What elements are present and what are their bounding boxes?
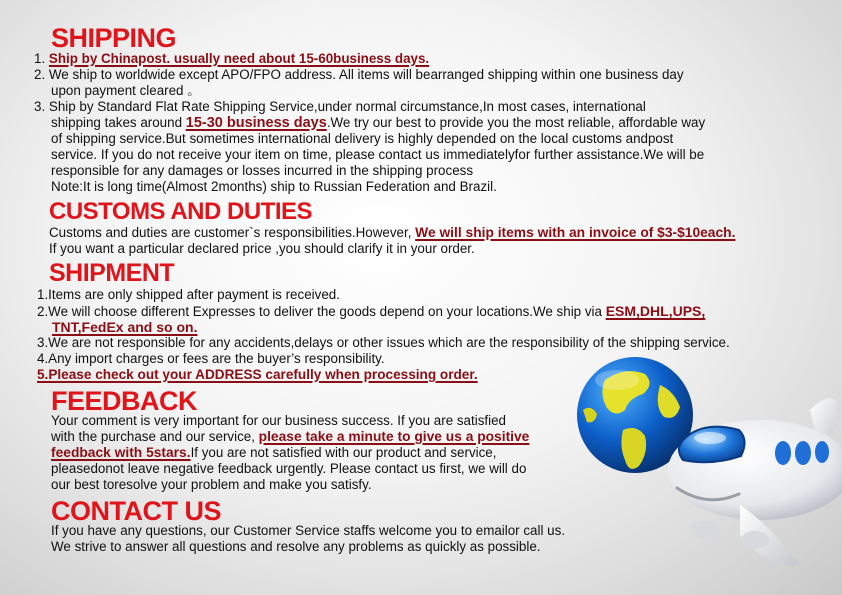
shipment-item-2 (37, 303, 705, 320)
customs-heading: CUSTOMS AND DUTIES (49, 198, 313, 225)
globe-airplane-illustration (565, 340, 842, 595)
shipment-item-4: 4.Any import charges or fees are the buyer’s responsibility. (37, 351, 385, 366)
text-line: We strive to answer all questions and resolve any problems as quickly as possible. (51, 539, 541, 554)
highlight-text: ESM,DHL,UPS, (605, 303, 706, 319)
list-number: 1. (34, 51, 46, 66)
airplane-icon (668, 398, 842, 565)
shipment-item-1: 1.Items are only shipped after payment is received. (37, 287, 340, 302)
list-number: 2. (34, 67, 46, 82)
highlight-text: feedback with 5stars. (51, 445, 191, 460)
highlight-text: 15-30 business days (185, 115, 327, 131)
text-line: pleasedonot leave negative feedback urgently. Please contact us first, we will do (51, 461, 527, 476)
text-line: We ship to worldwide except APO/FPO address. All items will bearranged shipping within one business day (48, 67, 684, 82)
shipment-heading: SHIPMENT (49, 259, 175, 287)
shipping-heading: SHIPPING (51, 23, 177, 53)
shipment-item-3: 3.We are not responsible for any accidents,delays or other issues which are the responsibility of the shipping service. (37, 335, 730, 350)
text-line (52, 319, 197, 336)
text-line (51, 115, 705, 131)
text-segment: shipping takes around (51, 115, 186, 130)
text-line: If you want a particular declared price ,you should clarify it in your order. (49, 241, 475, 256)
text-line: upon payment cleared 。 (51, 83, 201, 98)
text-line: responsible for any damages or losses incurred in the shipping process (51, 163, 474, 178)
text-line: our best toresolve your problem and make you satisfy. (51, 477, 372, 492)
highlight-text: TNT,FedEx and so on. (52, 319, 198, 335)
contact-heading: CONTACT US (51, 496, 221, 526)
shipment-item-5 (37, 367, 478, 383)
text-line: service. If you do not receive your item on time, please contact us immediatelyfor further assistance.We will be (51, 147, 705, 162)
text-segment: If you are not satisfied with our product and service, (190, 445, 497, 460)
text-segment: 2.We will choose different Expresses to deliver the goods depend on your locations.We ship via (37, 304, 606, 319)
text-segment: .We try our best to provide you the most reliable, affordable way (326, 115, 706, 130)
text-line: If you have any questions, our Customer Service staffs welcome you to emailor call us. (51, 523, 566, 538)
highlight-text: 5.Please check out your ADDRESS carefully when processing order. (37, 367, 478, 382)
shipping-item-2 (34, 67, 684, 83)
shipping-item-1 (34, 51, 429, 67)
shipping-item-3 (34, 99, 646, 115)
text-line: of shipping service.But sometimes international delivery is highly depended on the local customs andpost (51, 131, 674, 146)
highlight-text: please take a minute to give us a positive (258, 429, 530, 444)
shipping-note: Note:It is long time(Almost 2months) ship to Russian Federation and Brazil. (51, 179, 497, 194)
list-number: 3. (34, 99, 46, 114)
text-line: Your comment is very important for our business success. If you are satisfied (51, 413, 506, 428)
text-line (49, 225, 735, 241)
text-line (51, 429, 529, 445)
text-line (51, 445, 496, 461)
text-line: Ship by Standard Flat Rate Shipping Service,under normal circumstance,In most cases, international (48, 99, 646, 114)
feedback-heading: FEEDBACK (51, 386, 198, 416)
text-segment: Customs and duties are customer`s responsibilities.However, (49, 225, 416, 240)
highlight-text: We will ship items with an invoice of $3-$10each. (415, 225, 736, 240)
highlight-text: Ship by Chinapost. usually need about 15-60business days. (48, 51, 430, 66)
text-segment: with the purchase and our service, (51, 429, 259, 444)
